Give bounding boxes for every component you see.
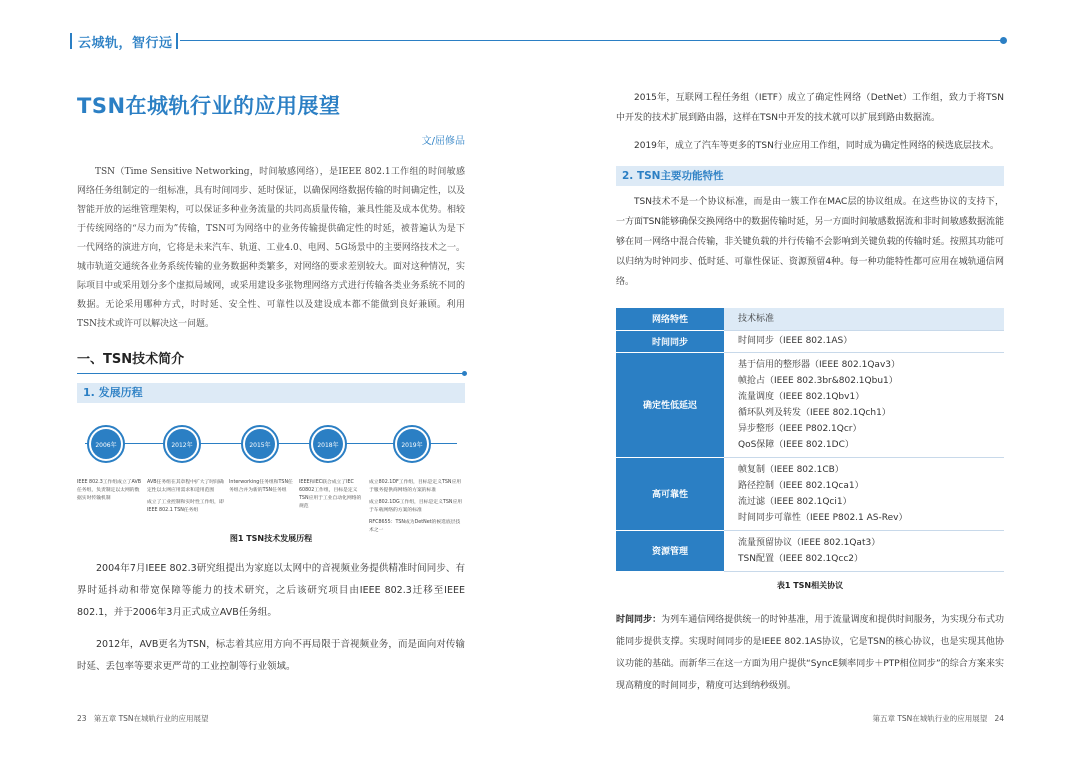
- timeline-year: 2015年: [245, 429, 275, 459]
- table-value-cell: [724, 352, 1004, 457]
- table-value-line: 时间同步（IEEE 802.1AS）: [738, 336, 853, 346]
- table-value-line: 异步整形（IEEE P802.1Qcr）: [738, 423, 862, 434]
- protocol-table: [616, 308, 1004, 572]
- table-row: [616, 330, 1004, 352]
- table-value-cell: [724, 330, 1004, 352]
- table-caption: 表1 TSN相关协议: [776, 580, 844, 590]
- timeline-note: AVB任务组在其章程中扩大了时间确定性以太网应用需求和适用范围: [147, 480, 224, 493]
- table-header-row: [616, 308, 1004, 330]
- section-heading: 一、TSN技术简介: [77, 352, 185, 367]
- paragraph-lead: 时间同步：: [616, 614, 662, 625]
- table-key-cell: 资源管理: [616, 530, 724, 571]
- paragraph-text: 为列车通信网络提供统一的时钟基准，用于流量调度和提供时间服务，为实现分布式功能同步提供支撑。实现时间同步的是IEEE 802.1AS协议，它是TSN的核心协议，也是实现其他协议功能的基础。而新华三在这一方面为用户提供“SyncE频率同步＋PTP相位同步”的综合方案来实现高精度的时间同步，精度可达到纳秒级别。: [616, 614, 1004, 691]
- section-rule: [77, 371, 465, 377]
- table-header-cell: 网络特性: [616, 308, 724, 330]
- running-header: [70, 30, 1005, 52]
- table-row: [616, 457, 1004, 530]
- table-value-line: 时间同步可靠性（IEEE P802.1 AS-Rev）: [738, 512, 908, 523]
- table-value-line: QoS保障（IEEE 802.1DC）: [738, 439, 854, 450]
- footer-right: [872, 713, 1004, 724]
- timeline-node: [241, 425, 279, 463]
- header-slogan: 云城轨，智行远: [78, 36, 173, 51]
- timeline-year: 2006年: [91, 429, 121, 459]
- header-bar-right: [176, 33, 178, 49]
- timeline-year: 2019年: [397, 429, 427, 459]
- timeline-node: [87, 425, 125, 463]
- timeline-node: [393, 425, 431, 463]
- timeline-note: 成立802.1DG工作组，目标是定义TSN应用于车载网络的方案的标准: [369, 500, 463, 513]
- body-paragraph: 2004年7月IEEE 802.3研究组提出为家庭以太网中的音视频业务提供精准时间同步、有界时延抖动和带宽保障等能力的技术研究，之后该研究项目由IEEE 802.3迁移至IEEE 802.1，并于2006年3月正式成立AVB任务组。: [77, 563, 465, 618]
- timeline-year: 2012年: [167, 429, 197, 459]
- table-value-line: 流量调度（IEEE 802.1Qbv1）: [738, 391, 865, 402]
- table-row: [616, 352, 1004, 457]
- figure-caption: 图1 TSN技术发展历程: [229, 534, 313, 543]
- table-value-line: TSN配置（IEEE 802.1Qcc2）: [738, 553, 863, 564]
- timeline-node: [163, 425, 201, 463]
- table-value-line: 流量预留协议（IEEE 802.1Qat3）: [738, 537, 881, 548]
- page-number: 24: [994, 714, 1004, 723]
- table-value-line: 路径控制（IEEE 802.1Qca1）: [738, 480, 864, 491]
- table-key-cell: 时间同步: [616, 330, 724, 352]
- table-value-cell: [724, 457, 1004, 530]
- table-value-line: 流过滤（IEEE 802.1Qci1）: [738, 496, 852, 507]
- table-key-cell: 确定性低延迟: [616, 352, 724, 457]
- table-value-line: 帧抢占（IEEE 802.3br&802.1Qbu1）: [738, 375, 898, 386]
- table-value-line: 帧复制（IEEE 802.1CB）: [738, 464, 844, 475]
- header-bar-left: [70, 33, 72, 49]
- left-page: [77, 90, 465, 678]
- timeline-notes: [229, 479, 295, 499]
- article-author: 文/屈修品: [421, 136, 465, 147]
- subsection-heading: 1. 发展历程: [77, 383, 465, 403]
- table-value-line: 循环队列及转发（IEEE 802.1Qch1）: [738, 407, 891, 418]
- article-title: TSN在城轨行业的应用展望: [77, 94, 341, 118]
- timeline-note: 成立802.1DF工作组，目标是定义TSN应用于服务提供商网络的方案的标准: [369, 480, 462, 493]
- chapter-title: 第五章 TSN在城轨行业的应用展望: [872, 714, 988, 723]
- timeline-notes: [77, 479, 143, 507]
- header-rule-dot: [1000, 37, 1007, 44]
- body-paragraph: 2019年，成立了汽车等更多的TSN行业应用工作组，同时成为确定性网络的候选底层技术。: [634, 141, 999, 151]
- body-paragraph: 2012年，AVB更名为TSN，标志着其应用方向不再局限于音视频业务，而是面向对传输时延、丢包率等要求更严苛的工业控制等行业领域。: [77, 639, 465, 672]
- chapter-title: 第五章 TSN在城轨行业的应用展望: [93, 714, 209, 723]
- footer-left: [77, 713, 209, 724]
- timeline-notes: [369, 479, 463, 539]
- subsection-heading: 2. TSN主要功能特性: [616, 166, 1004, 186]
- table-value-line: 基于信用的整形器（IEEE 802.1Qav3）: [738, 359, 900, 370]
- page-number: 23: [77, 714, 87, 723]
- timeline-note: RFC8655：TSN成为DetNet的候选底层技术之一: [369, 520, 461, 533]
- right-page: [616, 88, 1004, 697]
- header-rule: [180, 40, 1005, 41]
- timeline-note: IEEE和IEC联合成立了IEC 60802工作组，目标是定义TSN应用于工业自动化网络的规范: [299, 480, 362, 509]
- table-row: [616, 530, 1004, 571]
- timeline-year: 2018年: [313, 429, 343, 459]
- timeline-notes: [147, 479, 225, 519]
- table-header-cell: 技术标准: [724, 308, 1004, 330]
- body-paragraph: TSN技术不是一个协议标准，而是由一簇工作在MAC层的协议组成。在这些协议的支持下，一方面TSN能够确保交换网络中的数据传输时延，另一方面时间敏感数据流和非时间敏感数据流能够在同一网络中混合传输，非关键负载的并行传输不会影响到关键负载的传输时延。按照其功能可以归纳为时钟同步、低时延、可靠性保证、资源预留4种。每一种功能特性都可应用在城轨通信网络。: [616, 197, 1004, 287]
- table-key-cell: 高可靠性: [616, 457, 724, 530]
- timeline-figure: [77, 411, 465, 531]
- table-value-cell: [724, 530, 1004, 571]
- timeline-node: [309, 425, 347, 463]
- timeline-notes: [299, 479, 365, 515]
- body-paragraph: 2015年，互联网工程任务组（IETF）成立了确定性网络（DetNet）工作组，致力于将TSN中开发的技术扩展到路由器，这样在TSN中开发的技术就可以扩展到路由数据流。: [616, 93, 1004, 123]
- timeline-note: Interworking任务组和TSN任务组合并为新的TSN任务组: [229, 480, 293, 493]
- timeline-note: 成立了工业控制和实时性工作组，即IEEE 802.1 TSN任务组: [147, 500, 224, 513]
- timeline-note: IEEE 802.3工作组成立了AVB任务组，负责制定以太网的数据实时传输机制: [77, 480, 142, 501]
- body-paragraph: [616, 609, 1004, 697]
- intro-paragraph: TSN（Time Sensitive Networking，时间敏感网络），是IEEE 802.1工作组的时间敏感网络任务组制定的一组标准，具有时间同步、延时保证，以确保网络数据传输的时间确定性，以及智能开放的运维管理架构，可以保证多种业务流量的共同高质量传输，兼具性能及成本优势。相较于传统网络的“尽力而为”传输，TSN可为网络中的业务传输提供确定性的时延，被普遍认为是下一代网络的演进方向，它将是未来汽车、轨道、工业4.0、电网、5G场景中的主要网络技术之一。城市轨道交通统各业务系统传输的业务数据种类繁多，对网络的要求差别较大。面对这种情况，实际项目中或采用划分多个虚拟局域网，或采用建设多张物理网络方式进行传输各类业务系统不同的数据。无论采用哪种方式，时时延、安全性、可靠性以及建设成本都不能做到良好兼顾。利用TSN技术或许可以解决这一问题。: [77, 167, 465, 329]
